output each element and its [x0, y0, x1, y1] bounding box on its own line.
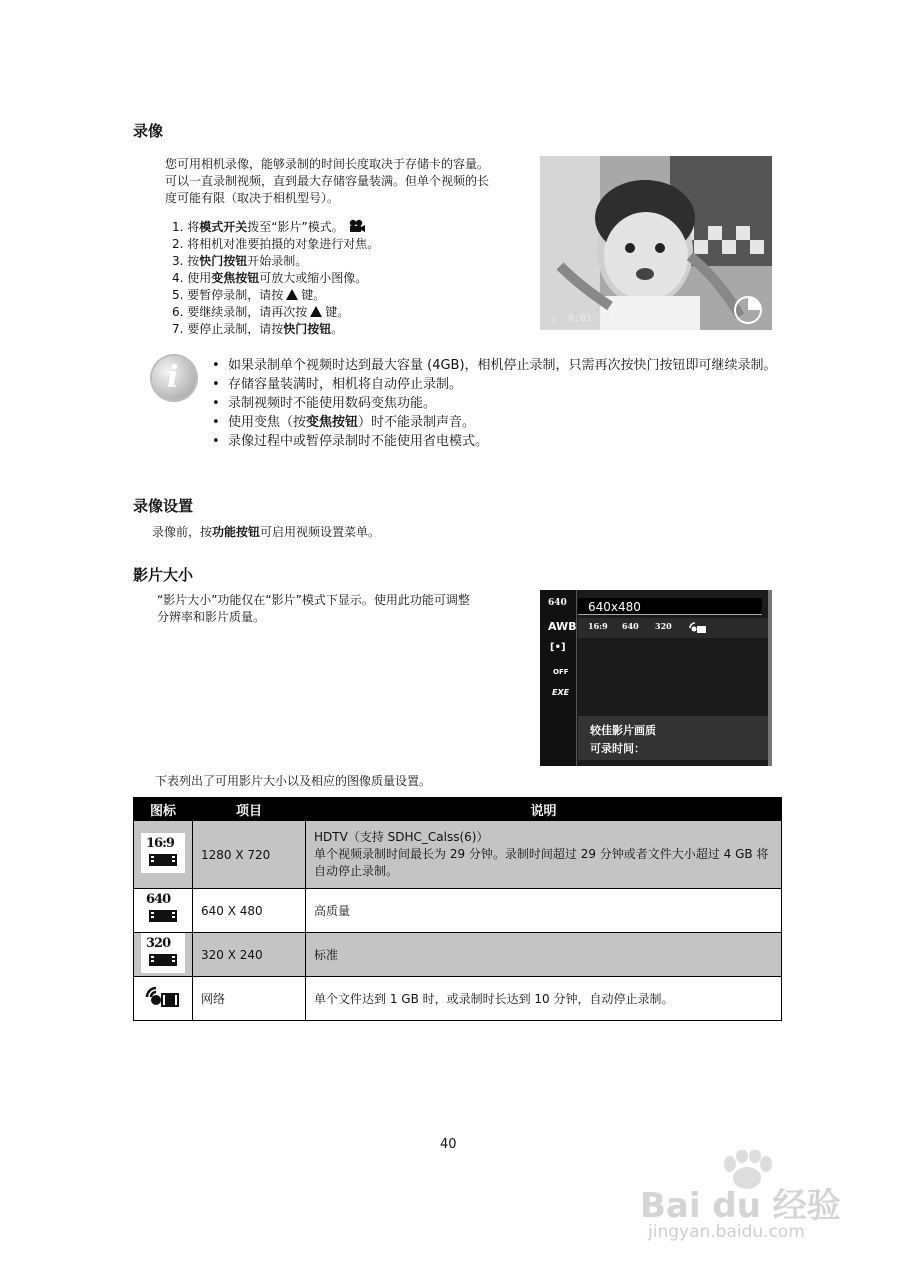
description-cell: 单个文件达到 1 GB 时，或录制时长达到 10 分钟，自动停止录制。 [306, 977, 782, 1021]
menu-icon-metering: [•] [550, 642, 566, 653]
description-cell: 标准 [306, 933, 782, 977]
menu-icon-exposure: EXE [552, 688, 570, 697]
section-title-movie-size: 影片大小 [133, 566, 194, 584]
movie-size-paragraph [157, 592, 527, 626]
watermark-url: jingyan.baidu.com [648, 1222, 805, 1242]
note-item: • 使用变焦（按变焦按钮）时不能录制声音。 [212, 413, 782, 432]
table-caption: 下表列出了可用影片大小以及相应的图像质量设置。 [155, 774, 432, 788]
up-triangle-icon [310, 306, 322, 317]
item-cell: 1280 X 720 [193, 821, 306, 889]
quality-label: 较佳影片画质 [590, 724, 656, 737]
icon-cell [134, 889, 193, 933]
note-item: • 如果录制单个视频时达到最大容量 (4GB)，相机停止录制，只需再次按快门按钮即可继续录制。 [212, 356, 782, 375]
icon-cell [134, 977, 193, 1021]
movie-size-table [133, 797, 782, 1021]
recording-dot-icon [550, 317, 556, 323]
option-320[interactable]: 320 [655, 621, 672, 631]
section-title-recording: 录像 [133, 122, 164, 140]
up-triangle-icon [286, 289, 298, 300]
note-item: • 存储容量装满时，相机将自动停止录制。 [212, 375, 782, 394]
option-16-9[interactable]: 16:9 [588, 621, 608, 631]
menu-info-panel [578, 716, 768, 760]
network-video-icon [141, 977, 185, 1017]
note-item: • 录像过程中或暂停录制时不能使用省电模式。 [212, 432, 782, 451]
option-640[interactable]: 640 [622, 621, 639, 631]
step-item: 1. 将模式开关拨至“影片”模式。 [172, 219, 379, 236]
option-network-icon[interactable] [688, 622, 706, 634]
table-row [134, 977, 782, 1021]
intro-line: 可以一直录制视频，直到最大存储容量装满。但单个视频的长 [165, 174, 490, 188]
info-note-icon: i [152, 356, 196, 400]
hd-16-9-icon: 16:9 [141, 833, 185, 873]
item-cell: 网络 [193, 977, 306, 1021]
icon-cell [134, 933, 193, 977]
intro-paragraph [165, 156, 530, 207]
description-cell: 高质量 [306, 889, 782, 933]
note-item: • 录制视频时不能使用数码变焦功能。 [212, 394, 782, 413]
step-item: 7. 要停止录制，请按快门按钮。 [172, 322, 344, 336]
menu-right-edge [768, 590, 772, 766]
camera-preview-photo [540, 156, 772, 330]
menu-icon-awb: AWB [548, 620, 577, 633]
table-row [134, 821, 782, 889]
baidu-watermark [640, 1150, 860, 1250]
menu-icon-640: 640 [548, 598, 567, 608]
paragraph-line: “影片大小”功能仅在“影片”模式下显示。使用此功能可调整 [157, 593, 470, 607]
table-row [134, 933, 782, 977]
menu-header-bar [578, 598, 762, 615]
notes-list [212, 356, 782, 451]
qvga-320-icon: 320 [141, 933, 185, 973]
baby-photo-illustration [540, 156, 772, 330]
item-cell: 640 X 480 [193, 889, 306, 933]
icon-cell [134, 821, 193, 889]
table-header-row [134, 798, 782, 821]
header-item: 项目 [193, 798, 306, 821]
header-description: 说明 [306, 798, 782, 821]
record-time-label: 可录时间： [590, 742, 645, 755]
video-settings-paragraph: 录像前，按功能按钮可启用视频设置菜单。 [152, 525, 381, 539]
step-item: 6. 要继续录制，请再次按 键。 [172, 305, 350, 319]
menu-options-row [578, 618, 768, 638]
menu-icon-stabilizer-off: OFF [553, 668, 569, 676]
header-icon: 图标 [134, 798, 193, 821]
item-cell: 320 X 240 [193, 933, 306, 977]
menu-header-value: 640x480 [588, 600, 641, 614]
watermark-brand: Bai du 经验 [640, 1186, 841, 1226]
intro-line: 度可能有限（取决于相机型号）。 [165, 191, 340, 205]
step-item: 4. 使用变焦按钮可放大或缩小图像。 [172, 271, 368, 285]
page-number: 40 [440, 1137, 457, 1152]
vga-640-icon: 640 [141, 889, 185, 929]
steps-list [172, 219, 379, 338]
paragraph-line: 分辨率和影片质量。 [157, 610, 266, 624]
description-cell: HDTV（支持 SDHC_Calss(6)） 单个视频录制时间最长为 29 分钟。录制时间超过 29 分钟或者文件大小超过 4 GB 将自动停止录制。 [306, 821, 782, 889]
recording-timer: 0:01:15 [568, 313, 611, 324]
step-item: 2. 将相机对准要拍摄的对象进行对焦。 [172, 237, 380, 251]
menu-left-icon-column [540, 590, 577, 766]
camera-menu-screen [540, 590, 772, 766]
table-row [134, 889, 782, 933]
intro-line: 您可用相机录像，能够录制的时间长度取决于存储卡的容量。 [165, 157, 490, 171]
movie-camera-icon [348, 219, 366, 233]
section-title-video-settings: 录像设置 [133, 497, 194, 515]
step-item: 3. 按快门按钮开始录制。 [172, 254, 308, 268]
step-item: 5. 要暂停录制，请按 键。 [172, 288, 326, 302]
